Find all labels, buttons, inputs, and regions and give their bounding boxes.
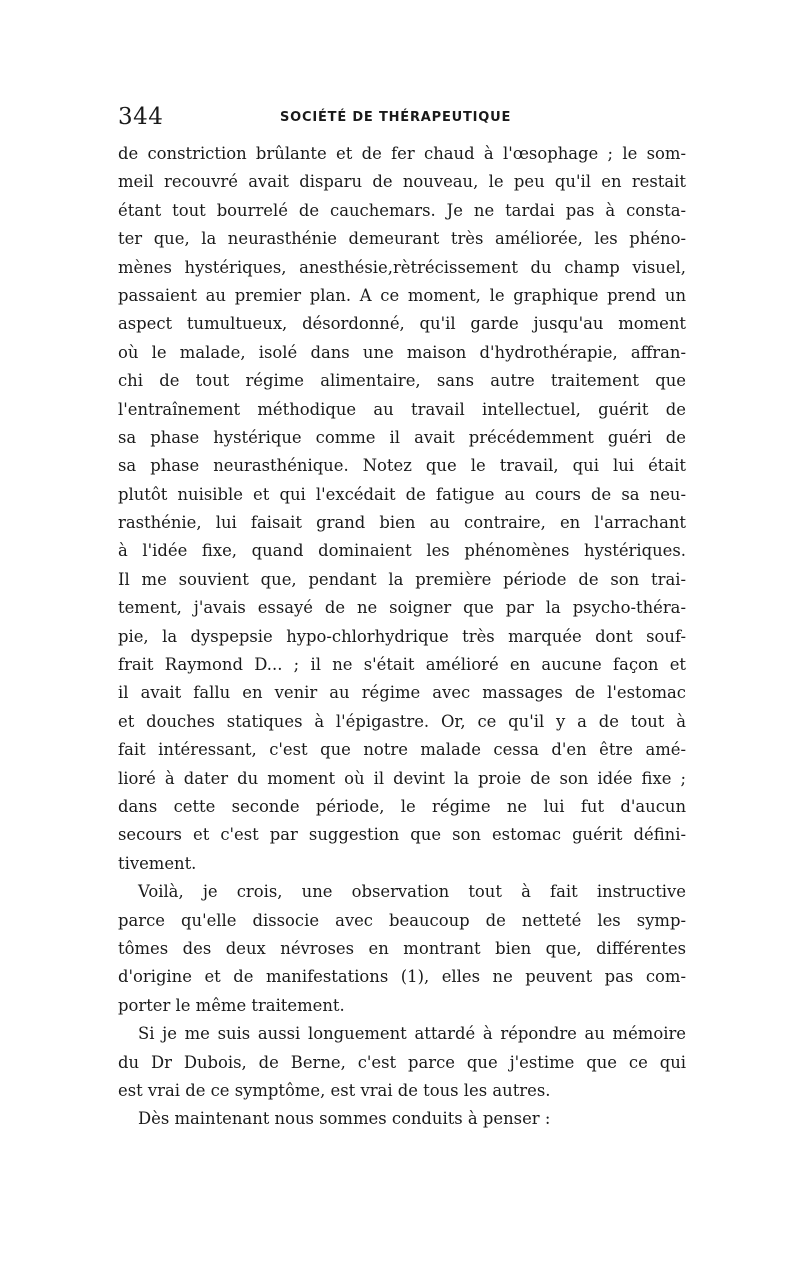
paragraph	[118, 1105, 686, 1133]
text-line: fait intéressant, c'est que notre malade cessa d'en être amé-	[118, 740, 686, 760]
text-line: tômes des deux névroses en montrant bien que, différentes	[118, 938, 686, 958]
text-line: à l'idée fixe, quand dominaient les phénomènes hystériques.	[118, 541, 686, 561]
paragraph	[118, 1020, 686, 1105]
text-line: secours et c'est par suggestion que son estomac guérit défini-	[118, 825, 686, 845]
text-line: Voilà, je crois, une observation tout à fait instructive	[138, 882, 686, 902]
text-line: parce qu'elle dissocie avec beaucoup de netteté les symp-	[118, 910, 686, 930]
text-line: de constriction brûlante et de fer chaud à l'œsophage ; le som-	[118, 144, 686, 163]
text-line: ter que, la neurasthénie demeurant très améliorée, les phéno-	[118, 229, 686, 249]
text-line: d'origine et de manifestations (1), elles ne peuvent pas com-	[118, 967, 686, 987]
text-line: il avait fallu en venir au régime avec massages de l'estomac	[118, 683, 686, 703]
text-line: Si je me suis aussi longuement attardé à répondre au mémoire	[138, 1024, 686, 1044]
text-line: du Dr Dubois, de Berne, c'est parce que j'estime que ce qui	[118, 1052, 686, 1072]
text-line: aspect tumultueux, désordonné, qu'il garde jusqu'au moment	[118, 314, 686, 334]
text-line: dans cette seconde période, le régime ne lui fut d'aucun	[118, 796, 686, 816]
text-line: frait Raymond D... ; il ne s'était amélioré en aucune façon et	[118, 655, 686, 675]
text-line: l'entraînement méthodique au travail intellectuel, guérit de	[118, 399, 686, 419]
text-line: où le malade, isolé dans une maison d'hydrothérapie, affran-	[118, 342, 686, 362]
text-line: est vrai de ce symptôme, est vrai de tous les autres.	[118, 1080, 551, 1100]
body-text	[118, 140, 686, 1134]
text-line: pie, la dyspepsie hypo-chlorhydrique très marquée dont souf-	[118, 626, 686, 646]
text-line: rasthénie, lui faisait grand bien au contraire, en l'arrachant	[118, 513, 686, 533]
text-line: Dès maintenant nous sommes conduits à penser :	[138, 1109, 551, 1129]
text-line: Il me souvient que, pendant la première période de son trai-	[118, 569, 686, 589]
text-line: tement, j'avais essayé de ne soigner que par la psycho-théra-	[118, 598, 686, 618]
text-line: sa phase neurasthénique. Notez que le travail, qui lui était	[118, 456, 686, 476]
paragraph	[118, 878, 686, 1020]
text-line: meil recouvré avait disparu de nouveau, le peu qu'il en restait	[118, 172, 686, 192]
text-line: tivement.	[118, 853, 197, 873]
page-header	[118, 104, 678, 136]
text-line: porter le même traitement.	[118, 995, 345, 1015]
running-title: SOCIÉTÉ DE THÉRAPEUTIQUE	[280, 110, 512, 125]
text-line: lioré à dater du moment où il devint la proie de son idée fixe ;	[118, 768, 686, 788]
text-line: plutôt nuisible et qui l'excédait de fatigue au cours de sa neu-	[118, 484, 686, 504]
page-number: 344	[118, 104, 164, 130]
text-line: chi de tout régime alimentaire, sans autre traitement que	[118, 371, 686, 391]
text-line: étant tout bourrelé de cauchemars. Je ne tardai pas à consta-	[118, 200, 686, 220]
text-line: et douches statiques à l'épigastre. Or, ce qu'il y a de tout à	[118, 711, 686, 731]
text-line: sa phase hystérique comme il avait précédemment guéri de	[118, 427, 686, 447]
text-line: mènes hystériques, anesthésie,rètrécissement du champ visuel,	[118, 257, 686, 277]
text-line: passaient au premier plan. A ce moment, le graphique prend un	[118, 285, 686, 305]
paragraph	[118, 140, 686, 878]
